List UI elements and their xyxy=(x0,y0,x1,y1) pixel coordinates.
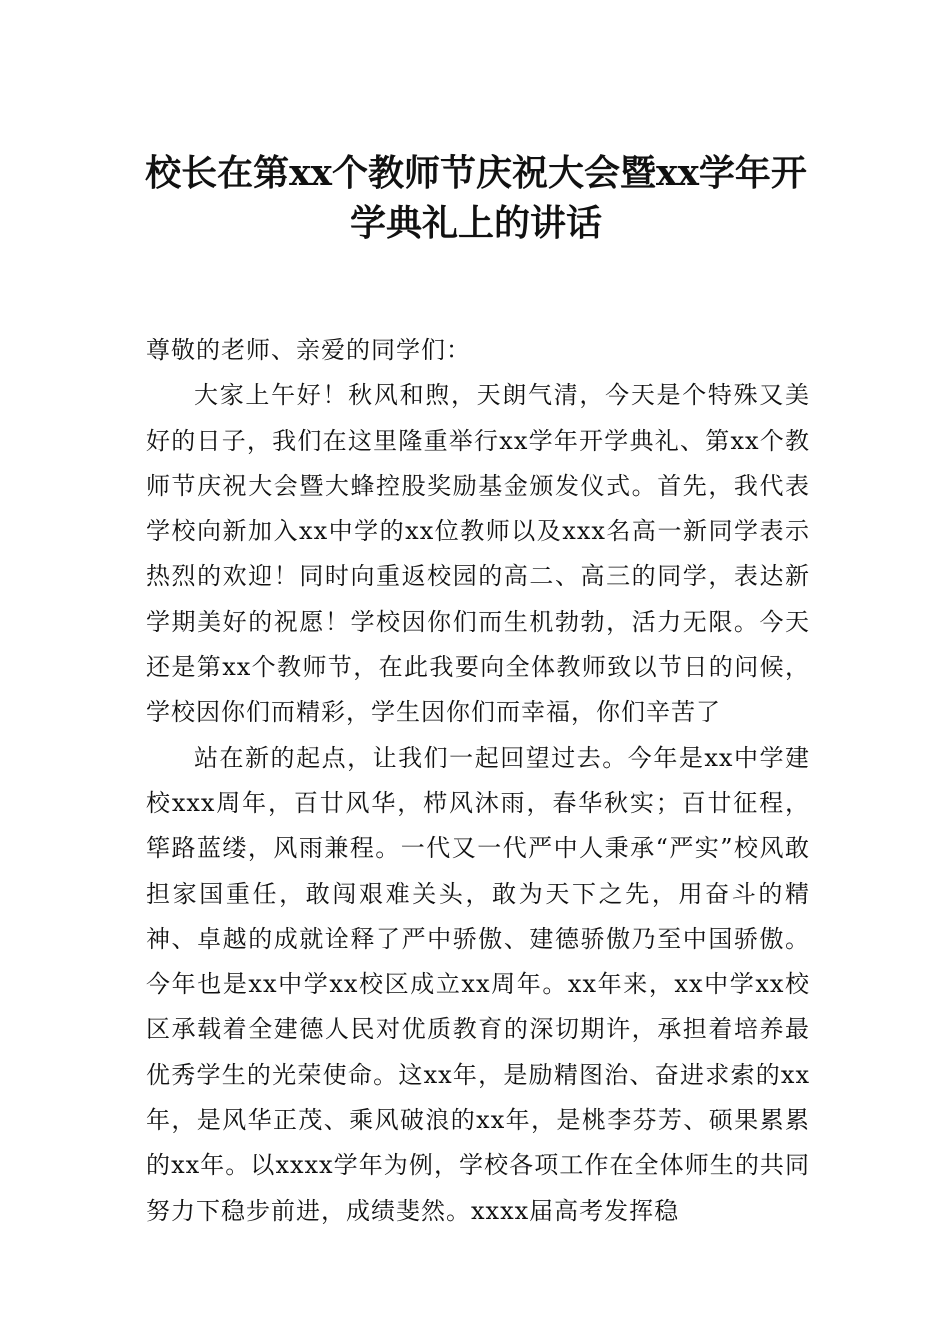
document-body xyxy=(146,328,810,1234)
paragraph-2: 站在新的起点，让我们一起回望过去。今年是xx中学建校xxx周年，百廿风华，栉风沐雨，春华秋实；百廿征程，筚路蓝缕，风雨兼程。一代又一代严中人秉承“严实”校风敢担家国重任，敢闯艰难关头，敢为天下之先，用奋斗的精神、卓越的成就诠释了严中骄傲、建德骄傲乃至中国骄傲。今年也是xx中学xx校区成立xx周年。xx年来，xx中学xx校区承载着全建德人民对优质教育的深切期许，承担着培养最优秀学生的光荣使命。这xx年，是励精图治、奋进求索的xx年，是风华正茂、乘风破浪的xx年，是桃李芬芳、硕果累累的xx年。以xxxx学年为例，学校各项工作在全体师生的共同努力下稳步前进，成绩斐然。xxxx届高考发挥稳 xyxy=(146,743,810,1225)
salutation: 尊敬的老师、亲爱的同学们： xyxy=(146,336,471,364)
document-title: 校长在第xx个教师节庆祝大会暨xx学年开学典礼上的讲话 xyxy=(145,152,807,244)
paragraph-1: 大家上午好！秋风和煦，天朗气清，今天是个特殊又美好的日子，我们在这里隆重举行xx学年开学典礼、第xx个教师节庆祝大会暨大蜂控股奖励基金颁发仪式。首先，我代表学校向新加入xx中学的xx位教师以及xxx名高一新同学表示热烈的欢迎！同时向重返校园的高二、高三的同学，表达新学期美好的祝愿！学校因你们而生机勃勃，活力无限。今天还是第xx个教师节，在此我要向全体教师致以节日的问候，学校因你们而精彩，学生因你们而幸福，你们辛苦了 xyxy=(146,381,810,727)
